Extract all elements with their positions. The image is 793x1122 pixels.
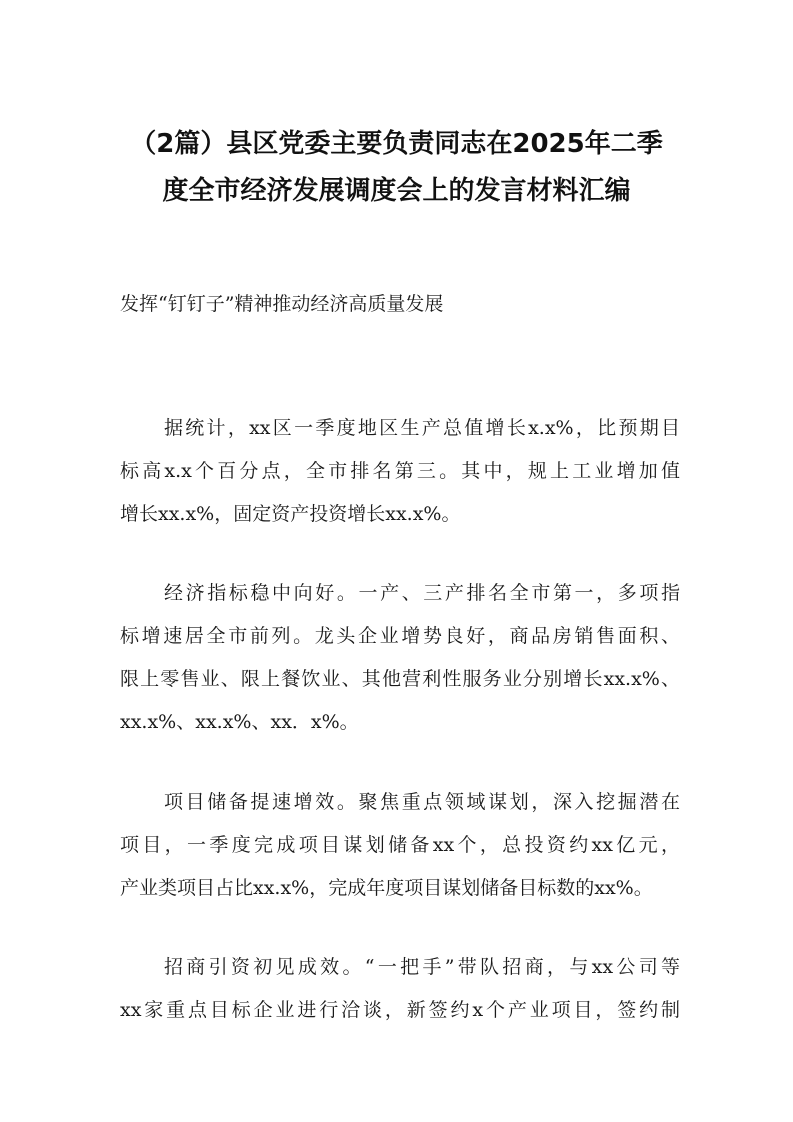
paragraph-statistics: [120, 407, 680, 536]
paragraph-line: 招商引资初见成效。“一把手”带队招商，与xx公司等: [164, 956, 680, 978]
paragraph-investment-attraction: [120, 946, 680, 1032]
title-line-1: （2篇）县区党委主要负责同志在2025年二季: [130, 129, 663, 159]
paragraph-line: 据统计，xx区一季度地区生产总值增长x.x%，比预期目: [164, 417, 680, 439]
paragraph-line: xx.x%、xx.x%、xx．x%。: [120, 711, 359, 733]
paragraph-line: 项目储备提速增效。聚焦重点领域谋划，深入挖掘潜在: [164, 791, 680, 813]
paragraph-line: 经济指标稳中向好。一产、三产排名全市第一，多项指: [164, 582, 680, 604]
paragraph-line: 产业类项目占比xx.x%，完成年度项目谋划储备目标数的xx%。: [120, 877, 653, 899]
paragraph-project-reserve: [120, 781, 680, 910]
document-subtitle: 发挥“钉钉子”精神推动经济高质量发展: [120, 293, 444, 315]
document-title: [110, 121, 683, 215]
paragraph-line: 限上零售业、限上餐饮业、其他营利性服务业分别增长xx.x%、: [120, 668, 680, 690]
paragraph-line: 项目，一季度完成项目谋划储备xx个，总投资约xx亿元，: [120, 834, 680, 856]
paragraph-line: xx家重点目标企业进行洽谈，新签约x个产业项目，签约制: [120, 999, 680, 1021]
paragraph-line: 标高x.x个百分点，全市排名第三。其中，规上工业增加值: [120, 460, 680, 482]
paragraph-economic-indicators: [120, 572, 680, 744]
paragraph-line: 增长xx.x%，固定资产投资增长xx.x%。: [120, 503, 461, 525]
title-line-2: 度全市经济发展调度会上的发言材料汇编: [162, 176, 631, 206]
paragraph-line: 标增速居全市前列。龙头企业增势良好，商品房销售面积、: [120, 625, 680, 647]
